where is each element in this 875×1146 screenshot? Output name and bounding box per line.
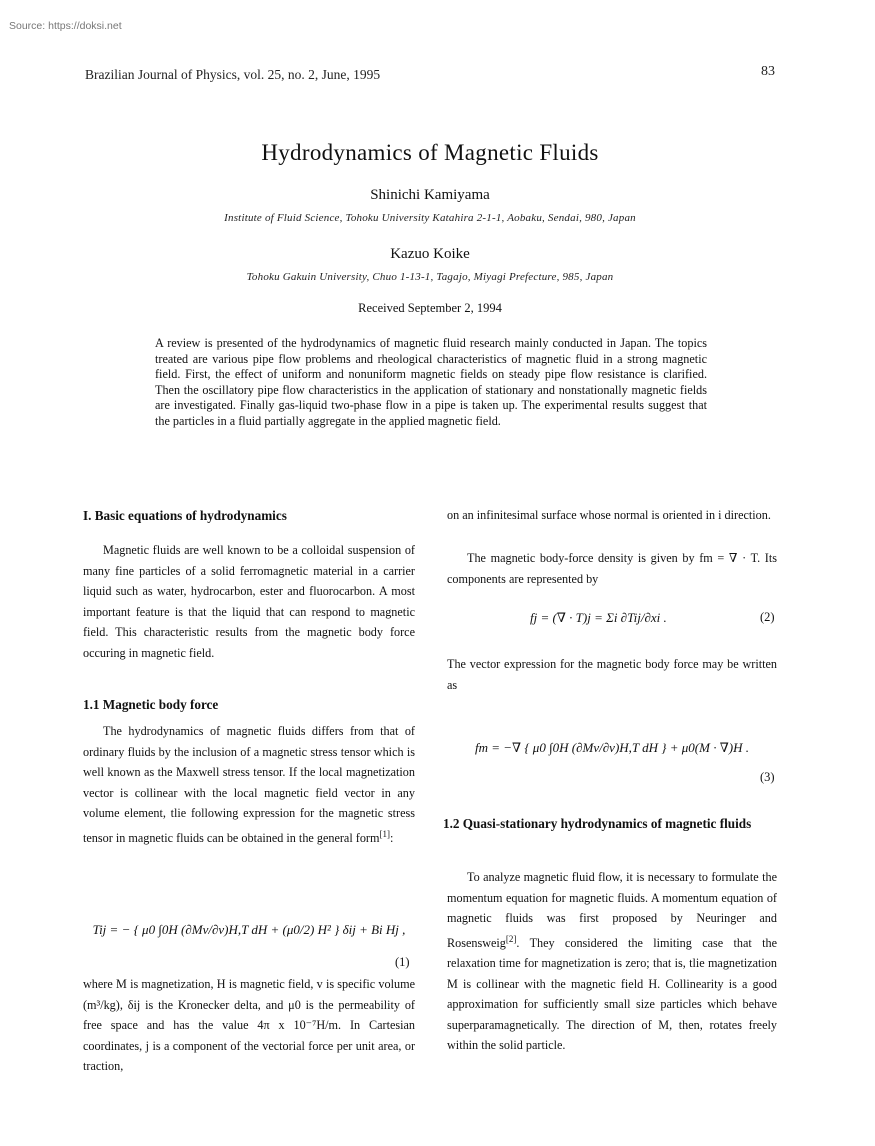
where-paragraph: where M is magnetization, H is magnetic field, v is specific volume (m³/kg), δij is the Kronecker delta, and μ0 is the permeability of free space and has the value 4π x 10⁻⁷H/m. In Cartesian coordinates, j is a component of the vectorial force per unit area, or traction, <box>83 977 415 1073</box>
journal-header: Brazilian Journal of Physics, vol. 25, no. 2, June, 1995 <box>85 67 381 82</box>
equation-3: fm = −∇ { μ0 ∫0H (∂Mv/∂v)H,T dH } + μ0(M · ∇)H . <box>474 740 749 755</box>
reference-1: [1] <box>379 828 390 839</box>
received-date: Received September 2, 1994 <box>358 301 502 315</box>
subsection-1-1-text: The hydrodynamics of magnetic fluids differs from that of ordinary fluids by the inclusion of a magnetic stress tensor which is well known as the Maxwell stress tensor. If the local magnetization vector is collinear with the local magnetic field vector in any volume element, tlie following expression for the magnetic stress tensor in magnetic fluids can be obtained in the general form <box>83 724 415 845</box>
subsection-1-2-text-a: To analyze magnetic fluid flow, it is necessary to formulate the momentum equation for magnetic fluids. A momentum equation of magnetic fluids was first proposed by Neuringer and Rosensweig <box>447 870 777 950</box>
section-1-heading: I. Basic equations of hydrodynamics <box>83 508 287 523</box>
equation-1: Tij = − { μ0 ∫0H (∂Mv/∂v)H,T dH + (μ0/2) H² } δij + Bi Hj , <box>92 922 406 937</box>
subsection-1-1-heading: 1.1 Magnetic body force <box>83 697 219 712</box>
author-2-name: Kazuo Koike <box>390 246 470 262</box>
equation-2-number: (2) <box>760 610 775 624</box>
subsection-1-1-paragraph: The hydrodynamics of magnetic fluids differs from that of ordinary fluids by the inclusion of a magnetic stress tensor which is well known as the Maxwell stress tensor. If the local magnetization vector is collinear with the local magnetic field vector in any volume element, tlie following expression for the magnetic stress tensor in magnetic fluids can be obtained in the general form[1]: <box>83 724 415 845</box>
abstract: A review is presented of the hydrodynamics of magnetic fluid research mainly conducted in Japan. The topics treated are various pipe flow problems and rheological characteristics of magnetic fluid in a strong magnetic field. First, the effect of uniform and nonuniform magnetic fields on steady pipe flow resistance is clarified. Then the oscillatory pipe flow characteristics in the application of stationary and nonstationally magnetic fields are investigated. Finally gas-liquid two-phase flow in a pipe is taken up. The experimental results suggest that the particles in a fluid partially aggregate in the applied magnetic field. <box>155 336 707 428</box>
vector-expression-paragraph: The vector expression for the magnetic body force may be written as <box>447 657 777 692</box>
page-number: 83 <box>761 64 775 79</box>
equation-2: fj = (∇ · T)j = Σi ∂Tij/∂xi . <box>530 610 667 625</box>
author-1-name: Shinichi Kamiyama <box>370 187 490 203</box>
subsection-1-2-heading: 1.2 Quasi-stationary hydrodynamics of magnetic fluids <box>443 816 752 831</box>
author-2-affiliation: Tohoku Gakuin University, Chuo 1-13-1, Tagajo, Miyagi Prefecture, 985, Japan <box>246 271 614 283</box>
paper-title: Hydrodynamics of Magnetic Fluids <box>261 140 599 165</box>
body-force-paragraph: The magnetic body-force density is given by fm = ∇ · T. Its components are represented by <box>447 551 777 586</box>
source-watermark: Source: https://doksi.net <box>9 20 122 32</box>
reference-2: [2] <box>505 933 517 944</box>
author-1-affiliation: Institute of Fluid Science, Tohoku University Katahira 2-1-1, Aobaku, Sendai, 980, Japan <box>224 212 636 224</box>
subsection-1-2-text-b: . They considered the limiting case that the relaxation time for magnetization is zero; that is, tlie magnetization M is collinear with the magnetic field H. Collinearity is a good approximation for sufficiently small size particles which behave superparamagnetically. The direction of M, then, rotates freely within the solid particle. <box>447 935 777 1053</box>
equation-1-number: (1) <box>395 955 410 969</box>
subsection-1-2-paragraph <box>447 867 777 1056</box>
continuation-paragraph: on an infinitesimal surface whose normal is oriented in i direction. <box>447 508 771 522</box>
equation-3-number: (3) <box>760 770 775 784</box>
section-1-paragraph: Magnetic fluids are well known to be a colloidal suspension of many fine particles of a solid ferromagnetic material in a carrier liquid such as water, hydrocarbon, ester and fluorocarbon. A most important feature is that the liquid that can respond to magnetic field. This characteristic results from the magnetic body force occuring in magnetic field. <box>83 543 415 660</box>
